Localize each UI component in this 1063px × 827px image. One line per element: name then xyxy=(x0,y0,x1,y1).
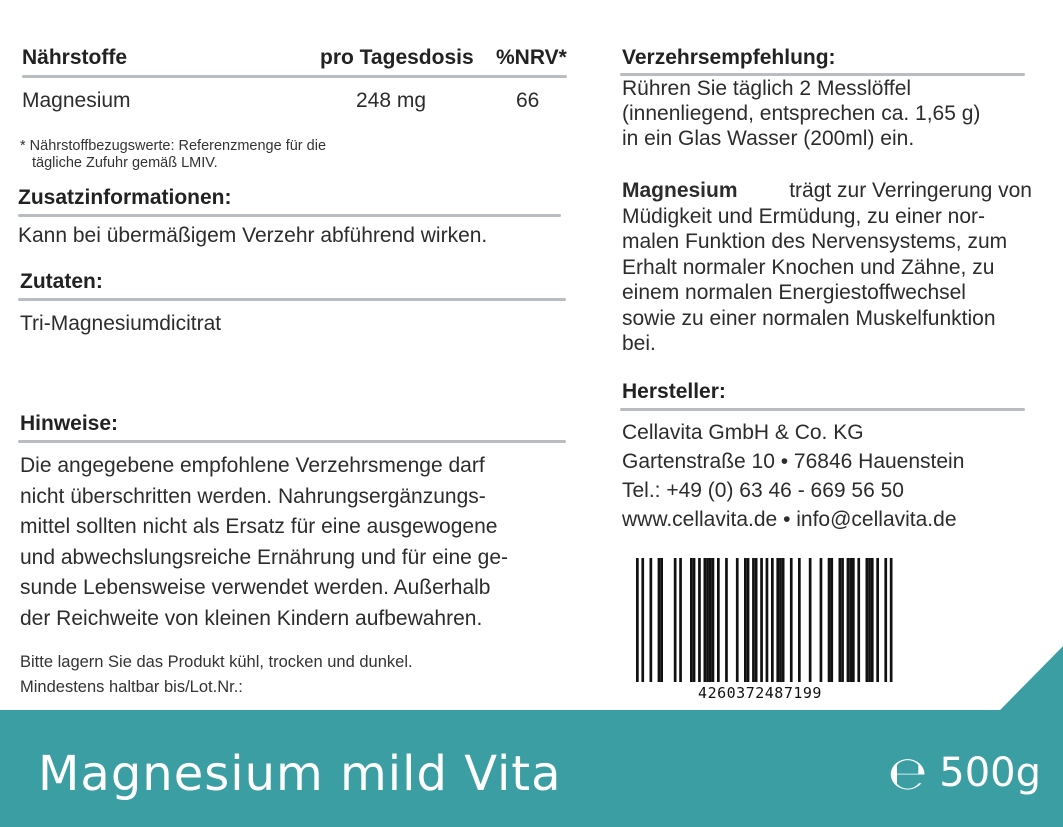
barcode-bar xyxy=(868,558,871,682)
barcode-bar xyxy=(755,558,758,682)
barcode-bar xyxy=(782,558,785,682)
barcode-bar xyxy=(809,558,812,682)
barcode-bar xyxy=(736,558,739,682)
barcode-bar xyxy=(857,558,860,682)
nutrient-row-name: Magnesium xyxy=(22,89,131,112)
nutrient-header-nrv: %NRV* xyxy=(496,46,567,69)
hinweise-divider xyxy=(18,440,566,443)
company-web: www.cellavita.de • info@cellavita.de xyxy=(622,508,957,531)
hinweise-heading: Hinweise: xyxy=(20,412,119,435)
barcode-bar xyxy=(866,558,869,682)
ean-barcode xyxy=(626,556,894,706)
barcode-bar xyxy=(798,558,801,682)
nutrient-header-name: Nährstoffe xyxy=(22,46,128,69)
hersteller-divider xyxy=(620,408,1025,411)
barcode-bar xyxy=(847,558,850,682)
barcode-bar xyxy=(876,558,879,682)
hersteller-info xyxy=(622,418,964,534)
barcode-bar xyxy=(725,558,728,682)
nutrient-header-dose: pro Tagesdosis xyxy=(320,46,474,69)
barcode-bar xyxy=(820,558,823,682)
company-phone: Tel.: +49 (0) 63 46 - 669 56 50 xyxy=(622,479,904,502)
nutrient-row-dose: 248 mg xyxy=(356,89,427,112)
storage-text: Bitte lagern Sie das Produkt kühl, trocken und dunkel. xyxy=(20,653,413,671)
product-name: Magnesium mild Vita xyxy=(38,746,562,802)
barcode-bar xyxy=(679,558,682,682)
barcode-bar xyxy=(650,558,653,682)
barcode-bars xyxy=(626,556,894,686)
barcode-bar xyxy=(660,558,663,682)
nrv-footnote: * Nährstoffbezugswerte: Referenzmenge für die tägliche Zufuhr gemäß LMIV. xyxy=(20,138,327,171)
barcode-bar xyxy=(828,558,831,682)
company-address: Gartenstraße 10 • 76846 Hauenstein xyxy=(622,450,965,473)
zutaten-divider xyxy=(18,298,566,301)
company-name: Cellavita GmbH & Co. KG xyxy=(622,421,864,444)
barcode-bar xyxy=(698,558,701,682)
barcode-bar xyxy=(766,558,769,682)
barcode-bar xyxy=(890,558,893,682)
health-claim: Magnesium trägt zur Verringerung von Müdigkeit und Ermüdung, zu einer nor- malen Funktion des Nervensystems, zum Erhalt normaler Knochen und Zähne, zu einem normalen Energiestoffwechsel sowie zu einer normalen Muskelfunktion bei. xyxy=(622,179,1032,355)
hinweise-text: Die angegebene empfohlene Verzehrsmenge darf nicht überschritten werden. Nahrungsergänzungs- mittel sollten nicht als Ersatz für eine ausgewogene und abwechslungsreiche Ernährung und für eine ge- sunde Lebensweise verwendet werden. Außerhalb der Reichweite von kleinen Kindern aufbewahren. xyxy=(20,454,508,630)
claim-bold-word: Magnesium xyxy=(622,179,738,202)
net-weight xyxy=(887,746,1041,800)
barcode-bar xyxy=(752,558,755,682)
barcode-bar xyxy=(636,558,639,682)
zusatz-text: Kann bei übermäßigem Verzehr abführend wirken. xyxy=(18,224,488,247)
barcode-bar xyxy=(830,558,833,682)
zutaten-text: Tri-Magnesiumdicitrat xyxy=(20,312,222,335)
barcode-bar xyxy=(771,558,774,682)
zusatz-heading: Zusatzinformationen: xyxy=(18,186,232,209)
nutrient-row-nrv: 66 xyxy=(516,89,540,112)
barcode-bar xyxy=(779,558,782,682)
hersteller-heading: Hersteller: xyxy=(622,380,726,403)
storage-notes xyxy=(20,650,413,700)
barcode-bar xyxy=(841,558,844,682)
barcode-bar xyxy=(852,558,855,682)
barcode-bar xyxy=(839,558,842,682)
barcode-bar xyxy=(776,558,779,682)
verzehr-heading: Verzehrsempfehlung: xyxy=(622,46,836,69)
barcode-bar xyxy=(690,558,693,682)
barcode-bar xyxy=(693,558,696,682)
corner-triangle xyxy=(1000,646,1063,710)
barcode-bar xyxy=(760,558,763,682)
barcode-bar xyxy=(790,558,793,682)
barcode-bar xyxy=(712,558,715,682)
barcode-bar xyxy=(744,558,747,682)
mhd-text: Mindestens haltbar bis/Lot.Nr.: xyxy=(20,678,243,696)
verzehr-text: Rühren Sie täglich 2 Messlöffel (innenliegend, entsprechen ca. 1,65 g) in ein Glas Wasser (200ml) ein. xyxy=(622,77,981,150)
barcode-number: 4260372487199 xyxy=(698,684,822,702)
barcode-bar xyxy=(747,558,750,682)
estimated-sign-icon: ℮ xyxy=(887,746,928,800)
barcode-bar xyxy=(641,558,644,682)
barcode-bar xyxy=(658,558,661,682)
zusatz-divider xyxy=(18,214,561,217)
weight-value: 500g xyxy=(939,750,1041,796)
barcode-bar xyxy=(871,558,874,682)
barcode-bar xyxy=(706,558,709,682)
barcode-bar xyxy=(717,558,720,682)
barcode-bar xyxy=(709,558,712,682)
barcode-bar xyxy=(674,558,677,682)
barcode-bar xyxy=(704,558,707,682)
zutaten-heading: Zutaten: xyxy=(20,270,103,293)
nutrient-header-divider xyxy=(22,75,567,78)
barcode-bar xyxy=(849,558,852,682)
product-band xyxy=(0,710,1063,827)
barcode-bar xyxy=(884,558,887,682)
